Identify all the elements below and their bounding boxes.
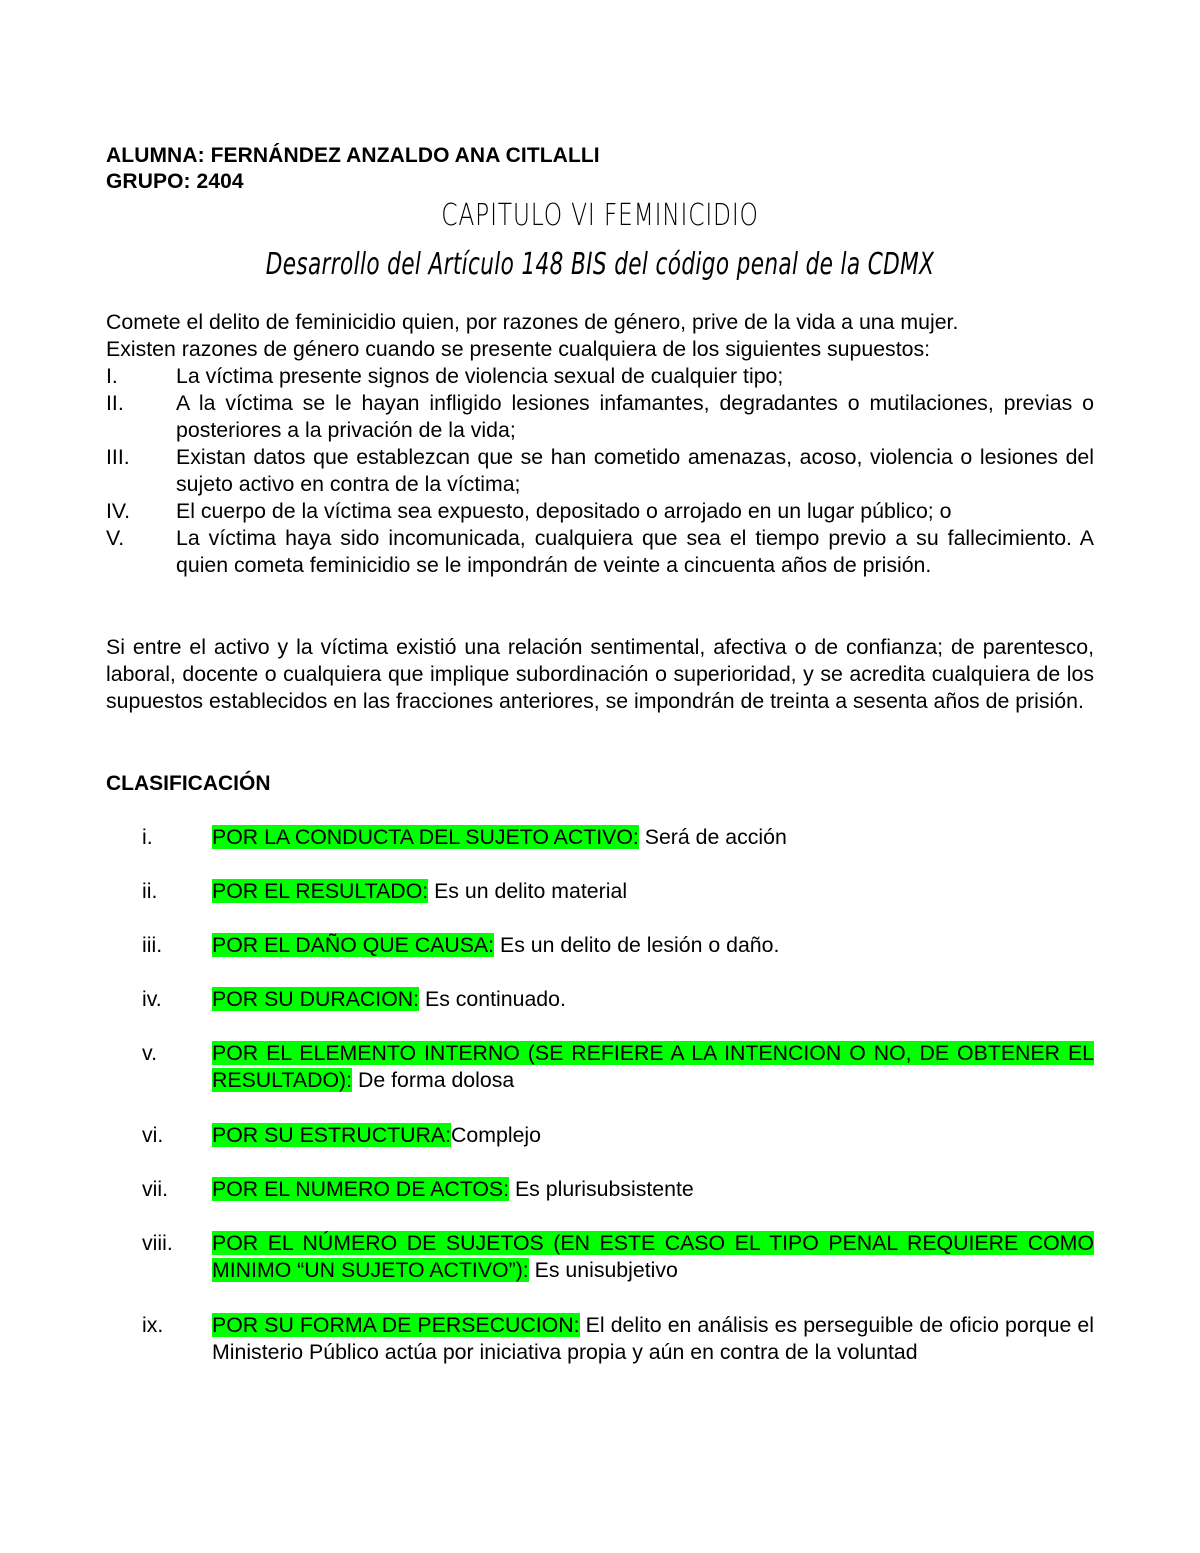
item-value: Complejo <box>451 1123 541 1147</box>
item-number: III. <box>106 445 130 469</box>
item-number: iii. <box>142 933 163 957</box>
highlighted-label: POR SU FORMA DE PERSECUCION: <box>212 1313 580 1337</box>
supuesto-item <box>106 363 1094 390</box>
item-number: vi. <box>142 1123 164 1147</box>
highlighted-label: POR LA CONDUCTA DEL SUJETO ACTIVO: <box>212 825 639 849</box>
supuesto-item <box>106 390 1094 444</box>
item-number: vii. <box>142 1177 169 1201</box>
group-number: GRUPO: 2404 <box>106 170 244 193</box>
highlighted-label: POR EL NÚMERO DE SUJETOS (EN ESTE CASO EL TIPO PENAL REQUIERE COMO MINIMO “UN SUJETO ACTIVO”): <box>212 1231 1094 1282</box>
penalty-paragraph: Si entre el activo y la víctima existió una relación sentimental, afectiva o de confianza; de parentesco, laboral, docente o cualquiera que implique subordinación o superioridad, y se acredita cualquiera de los supuestos establecidos en las fracciones anteriores, se impondrán de treinta a sesenta años de prisión. <box>106 635 1094 713</box>
item-value: Será de acción <box>644 825 787 849</box>
item-number: V. <box>106 526 125 550</box>
item-value: Es un delito de lesión o daño. <box>499 933 780 957</box>
item-value: Es continuado. <box>425 987 566 1011</box>
chapter-subtitle: Desarrollo del Artículo 148 BIS del código penal de la CDMX <box>265 247 935 282</box>
item-text: La víctima presente signos de violencia sexual de cualquier tipo; <box>176 364 784 388</box>
highlighted-label: POR EL NUMERO DE ACTOS: <box>212 1177 510 1201</box>
highlighted-label: POR SU ESTRUCTURA: <box>212 1123 452 1147</box>
highlighted-label: POR EL ELEMENTO INTERNO (SE REFIERE A LA INTENCION O NO, DE OBTENER EL RESULTADO): <box>212 1041 1094 1092</box>
item-value: Es un delito material <box>434 879 628 903</box>
student-name: ALUMNA: FERNÁNDEZ ANZALDO ANA CITLALLI <box>106 144 600 167</box>
item-number: iv. <box>142 987 162 1011</box>
item-value: De forma dolosa <box>357 1068 515 1092</box>
item-number: II. <box>106 391 124 415</box>
supuesto-item <box>106 525 1094 579</box>
highlighted-label: POR EL DAÑO QUE CAUSA: <box>212 933 495 957</box>
item-value: Es plurisubsistente <box>514 1177 694 1201</box>
highlighted-label: POR EL RESULTADO: <box>212 879 429 903</box>
item-text: La víctima haya sido incomunicada, cualquiera que sea el tiempo previo a su fallecimiento. A quien cometa feminicidio se le impondrán de veinte a cincuenta años de prisión. <box>176 526 1094 577</box>
item-number: ix. <box>142 1313 164 1337</box>
supuesto-item <box>106 444 1094 498</box>
item-number: i. <box>142 825 153 849</box>
chapter-title: CAPITULO VI FEMINICIDIO <box>441 198 759 233</box>
item-number: ii. <box>142 879 158 903</box>
item-text: A la víctima se le hayan infligido lesiones infamantes, degradantes o mutilaciones, previas o posteriores a la privación de la vida; <box>176 391 1094 442</box>
classification-heading: CLASIFICACIÓN <box>106 772 271 795</box>
item-number: viii. <box>142 1231 173 1255</box>
item-text: El cuerpo de la víctima sea expuesto, depositado o arrojado en un lugar público; o <box>176 499 952 523</box>
intro-paragraph <box>106 309 1094 363</box>
item-value: El delito en análisis es perseguible de oficio porque el Ministerio Público actúa por iniciativa propia y aún en contra de la voluntad <box>212 1313 1095 1364</box>
intro-line-1: Comete el delito de feminicidio quien, por razones de género, prive de la vida a una mujer. <box>106 310 959 334</box>
item-number: v. <box>142 1041 157 1065</box>
highlighted-label: POR SU DURACION: <box>212 987 420 1011</box>
intro-line-2: Existen razones de género cuando se presente cualquiera de los siguientes supuestos: <box>106 337 931 361</box>
item-number: IV. <box>106 499 131 523</box>
item-value: Es unisubjetivo <box>534 1258 678 1282</box>
supuestos-list <box>106 363 1094 579</box>
supuesto-item <box>106 498 1094 525</box>
item-text: Existan datos que establezcan que se han cometido amenazas, acoso, violencia o lesiones del sujeto activo en contra de la víctima; <box>176 445 1094 496</box>
item-number: I. <box>106 364 118 388</box>
